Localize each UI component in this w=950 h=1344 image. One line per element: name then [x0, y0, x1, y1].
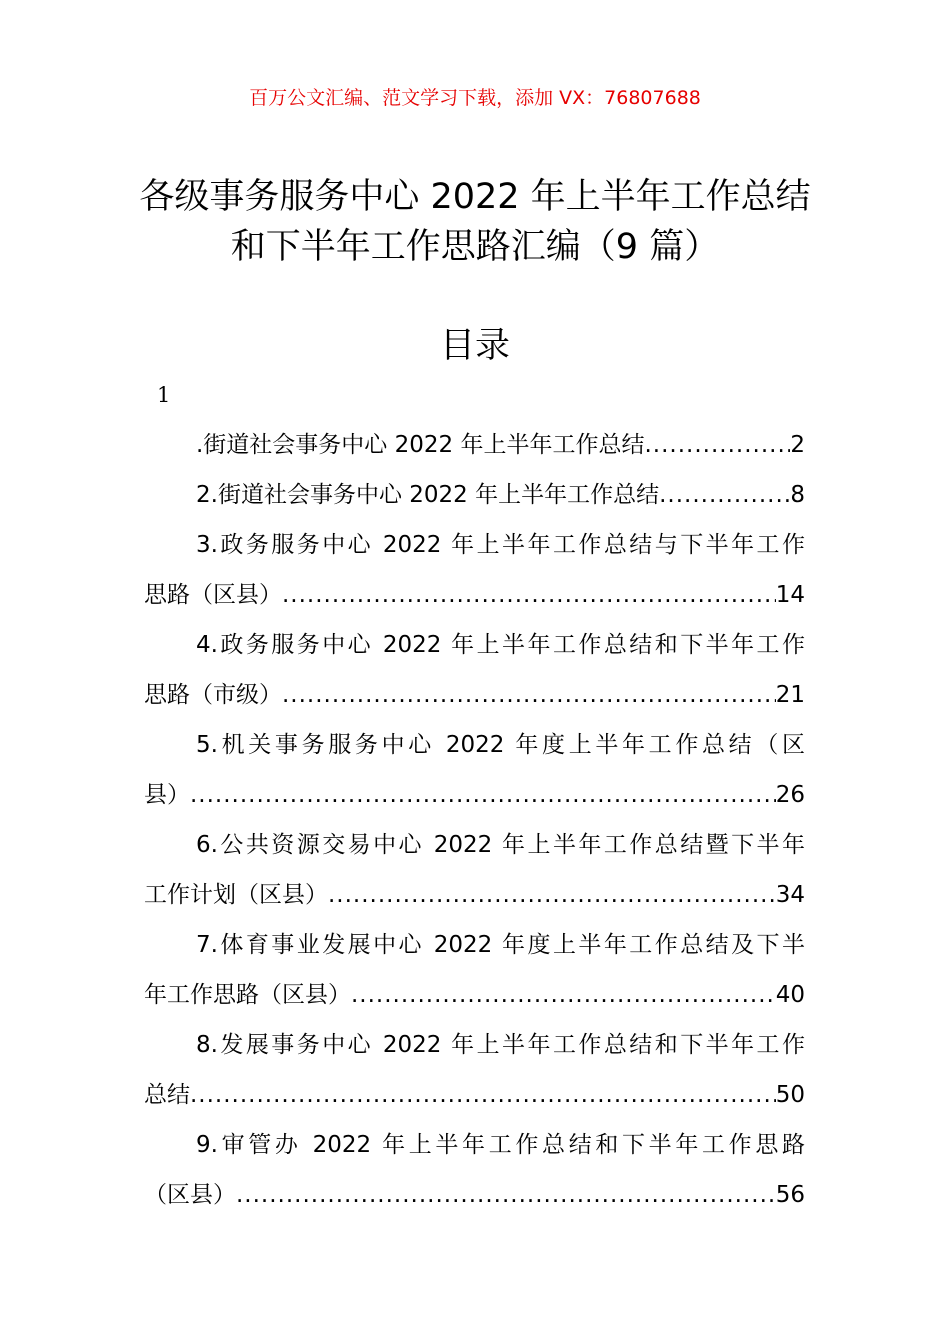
toc-entry[interactable]: [144, 720, 805, 770]
toc-entry-title-cont: 思路（区县）: [144, 582, 282, 608]
toc-entry[interactable]: [144, 470, 805, 520]
toc-entry[interactable]: [144, 820, 805, 870]
toc-entry-title-cont: 年工作思路（区县）: [144, 982, 351, 1008]
toc-leader-dots: [644, 420, 790, 470]
toc-entry-title: 2.街道社会事务中心 2022 年上半年工作总结: [196, 482, 660, 508]
table-of-contents: [144, 420, 805, 1220]
toc-entry-title: .街道社会事务中心 2022 年上半年工作总结: [196, 432, 645, 458]
toc-entry-title: 6.公共资源交易中心 2022 年上半年工作总结暨下半年: [196, 832, 805, 858]
toc-leader-dots: [282, 670, 776, 720]
toc-entry-title: 4.政务服务中心 2022 年上半年工作总结和下半年工作: [196, 632, 805, 658]
header-banner: 百万公文汇编、范文学习下载，添加 VX：76807688: [249, 87, 701, 109]
toc-entry-title-cont: 工作计划（区县）: [144, 882, 328, 908]
toc-entry[interactable]: [144, 1120, 805, 1170]
toc-entry[interactable]: [144, 1020, 805, 1070]
toc-leader-dots: [328, 870, 776, 920]
toc-entry[interactable]: [144, 920, 805, 970]
toc-entry-title-cont: 思路（市级）: [144, 682, 282, 708]
toc-entry-continuation[interactable]: [144, 770, 805, 820]
toc-leader-dots: [659, 470, 790, 520]
page-marker: 1: [157, 383, 171, 407]
toc-entry-title-cont: （区县）: [144, 1182, 236, 1208]
toc-entry-continuation[interactable]: [144, 570, 805, 620]
toc-heading: 目录: [439, 326, 510, 366]
toc-entry-page: 56: [775, 1182, 805, 1208]
toc-entry-page: 40: [775, 982, 805, 1008]
toc-entry-page: 2: [790, 432, 805, 458]
toc-entry-continuation[interactable]: [144, 670, 805, 720]
toc-leader-dots: [190, 1070, 776, 1120]
title-line-2: 和下半年工作思路汇编（9 篇）: [230, 227, 720, 267]
toc-entry-continuation[interactable]: [144, 870, 805, 920]
toc-entry-page: 14: [775, 582, 805, 608]
toc-entry-title: 7.体育事业发展中心 2022 年度上半年工作总结及下半: [196, 932, 805, 958]
toc-entry-page: 26: [775, 782, 805, 808]
toc-entry-continuation[interactable]: [144, 1070, 805, 1120]
toc-entry-title: 5.机关事务服务中心 2022 年度上半年工作总结（区: [196, 732, 805, 758]
toc-leader-dots: [190, 770, 776, 820]
toc-entry-page: 34: [775, 882, 805, 908]
toc-leader-dots: [282, 570, 776, 620]
toc-entry-title: 9.审管办 2022 年上半年工作总结和下半年工作思路: [196, 1132, 805, 1158]
title-line-1: 各级事务服务中心 2022 年上半年工作总结: [139, 177, 811, 217]
toc-entry[interactable]: [144, 420, 805, 470]
toc-entry-continuation[interactable]: [144, 1170, 805, 1220]
toc-entry-title-cont: 总结: [144, 1082, 190, 1108]
toc-entry-continuation[interactable]: [144, 970, 805, 1020]
toc-entry-page: 50: [775, 1082, 805, 1108]
toc-entry-title-cont: 县）: [144, 782, 190, 808]
toc-entry[interactable]: [144, 620, 805, 670]
toc-entry-title: 3.政务服务中心 2022 年上半年工作总结与下半年工作: [196, 532, 805, 558]
toc-entry[interactable]: [144, 520, 805, 570]
document-title: [100, 172, 850, 272]
toc-entry-page: 21: [775, 682, 805, 708]
toc-leader-dots: [351, 970, 776, 1020]
toc-leader-dots: [236, 1170, 776, 1220]
toc-entry-page: 8: [790, 482, 805, 508]
toc-entry-title: 8.发展事务中心 2022 年上半年工作总结和下半年工作: [196, 1032, 805, 1058]
